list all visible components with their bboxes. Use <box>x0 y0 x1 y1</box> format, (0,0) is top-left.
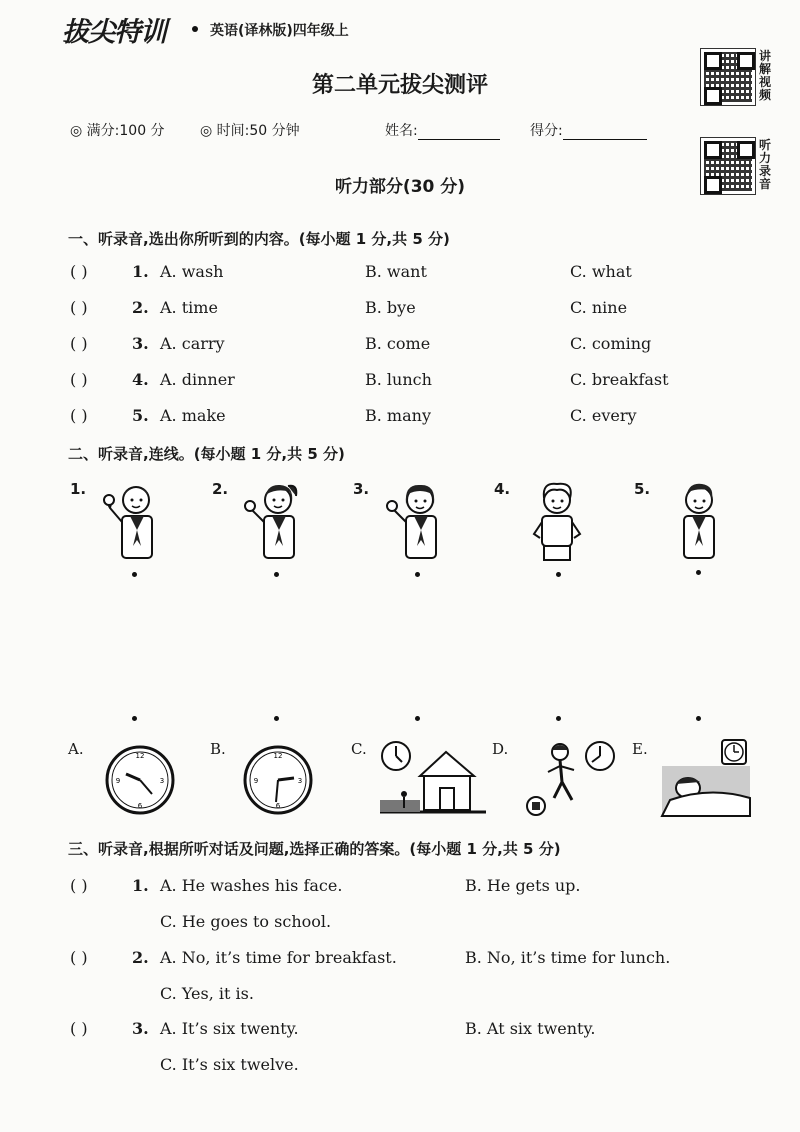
qr-audio-label: 听力录音 <box>759 138 772 191</box>
answer-blank[interactable]: ( ) <box>70 262 88 281</box>
option-b[interactable]: B. many <box>365 406 431 425</box>
qr-video-label: 讲解视频 <box>759 49 772 102</box>
boy-standing-illustration <box>662 478 732 563</box>
question-number: 2. <box>132 298 149 317</box>
match-dot-top[interactable] <box>696 570 701 575</box>
part1-heading: 一、听录音,选出你所听到的内容。(每小题 1 分,共 5 分) <box>68 230 450 248</box>
answer-blank[interactable]: ( ) <box>70 334 88 353</box>
option-a[interactable]: A. No, it’s time for breakfast. <box>160 948 397 967</box>
svg-text:3: 3 <box>159 777 165 785</box>
option-c[interactable]: C. nine <box>570 298 628 317</box>
separator-dot <box>192 26 198 32</box>
option-b[interactable]: B. No, it’s time for lunch. <box>465 948 671 967</box>
picture-number: 4. <box>494 480 511 498</box>
score-blank[interactable] <box>563 139 647 140</box>
option-c[interactable]: C. Yes, it is. <box>160 984 254 1003</box>
sleeping-clock-illustration <box>660 736 755 820</box>
question-number: 2. <box>132 948 149 967</box>
option-b[interactable]: B. come <box>365 334 431 353</box>
girl-waving-illustration <box>240 478 310 563</box>
svg-text:9: 9 <box>253 777 259 785</box>
picture-number: 3. <box>353 480 370 498</box>
name-blank[interactable] <box>418 139 500 140</box>
score-field[interactable] <box>530 120 647 140</box>
name-label: 姓名: <box>385 123 418 139</box>
answer-blank[interactable]: ( ) <box>70 370 88 389</box>
book-subtitle: 英语(译林版)四年级上 <box>210 23 349 39</box>
full-score: ◎ 满分:100 分 <box>70 123 165 139</box>
question-number: 4. <box>132 370 149 389</box>
option-a[interactable]: A. make <box>160 406 226 425</box>
clock-a-illustration <box>104 744 176 816</box>
option-c[interactable]: C. coming <box>570 334 652 353</box>
option-a[interactable]: A. dinner <box>160 370 235 389</box>
answer-blank[interactable]: ( ) <box>70 876 88 895</box>
picture-number: 2. <box>212 480 229 498</box>
match-dot-bottom[interactable] <box>274 716 279 721</box>
part2-heading: 二、听录音,连线。(每小题 1 分,共 5 分) <box>68 445 345 463</box>
time-limit: ◎ 时间:50 分钟 <box>200 123 300 139</box>
picture-letter: A. <box>68 740 84 758</box>
boy-curly-hair-illustration <box>522 478 592 563</box>
option-a[interactable]: A. carry <box>160 334 225 353</box>
svg-text:12: 12 <box>135 752 145 760</box>
option-c[interactable]: C. what <box>570 262 632 281</box>
girl-short-hair-illustration <box>382 478 452 563</box>
answer-blank[interactable]: ( ) <box>70 406 88 425</box>
answer-blank[interactable]: ( ) <box>70 1019 88 1038</box>
question-number: 1. <box>132 262 149 281</box>
school-clock-illustration <box>378 738 488 820</box>
match-dot-bottom[interactable] <box>556 716 561 721</box>
svg-text:12: 12 <box>273 752 283 760</box>
name-field[interactable] <box>385 120 500 140</box>
girl-football-clock-illustration <box>520 738 620 820</box>
question-number: 3. <box>132 334 149 353</box>
option-b[interactable]: B. want <box>365 262 427 281</box>
option-b[interactable]: B. bye <box>365 298 416 317</box>
match-dot-top[interactable] <box>274 572 279 577</box>
match-dot-bottom[interactable] <box>415 716 420 721</box>
question-number: 1. <box>132 876 149 895</box>
option-a[interactable]: A. wash <box>160 262 224 281</box>
picture-letter: C. <box>351 740 367 758</box>
picture-number: 1. <box>70 480 87 498</box>
option-a[interactable]: A. time <box>160 298 218 317</box>
svg-text:9: 9 <box>115 777 121 785</box>
svg-text:6: 6 <box>137 802 143 810</box>
part3-heading: 三、听录音,根据所听对话及问题,选择正确的答案。(每小题 1 分,共 5 分) <box>68 840 561 858</box>
match-dot-bottom[interactable] <box>132 716 137 721</box>
option-a[interactable]: A. It’s six twenty. <box>160 1019 299 1038</box>
answer-blank[interactable]: ( ) <box>70 298 88 317</box>
picture-letter: B. <box>210 740 226 758</box>
picture-number: 5. <box>634 480 651 498</box>
question-number: 5. <box>132 406 149 425</box>
option-a[interactable]: A. He washes his face. <box>160 876 343 895</box>
clock-b-illustration <box>242 744 314 816</box>
score-label: 得分: <box>530 123 563 139</box>
option-c[interactable]: C. every <box>570 406 637 425</box>
match-dot-top[interactable] <box>556 572 561 577</box>
section-title: 听力部分(30 分) <box>334 177 466 197</box>
svg-text:6: 6 <box>275 802 281 810</box>
svg-text:3: 3 <box>297 777 303 785</box>
boy-waving-illustration <box>100 478 170 563</box>
option-c[interactable]: C. He goes to school. <box>160 912 332 931</box>
option-c[interactable]: C. It’s six twelve. <box>160 1055 299 1074</box>
question-number: 3. <box>132 1019 149 1038</box>
page-title: 第二单元拔尖测评 <box>311 73 488 98</box>
option-c[interactable]: C. breakfast <box>570 370 669 389</box>
picture-letter: E. <box>632 740 648 758</box>
match-dot-bottom[interactable] <box>696 716 701 721</box>
answer-blank[interactable]: ( ) <box>70 948 88 967</box>
match-dot-top[interactable] <box>415 572 420 577</box>
option-b[interactable]: B. lunch <box>365 370 432 389</box>
picture-letter: D. <box>492 740 509 758</box>
option-b[interactable]: B. He gets up. <box>465 876 581 895</box>
match-dot-top[interactable] <box>132 572 137 577</box>
option-b[interactable]: B. At six twenty. <box>465 1019 596 1038</box>
brand-logo: 拔尖特训 <box>62 17 166 48</box>
